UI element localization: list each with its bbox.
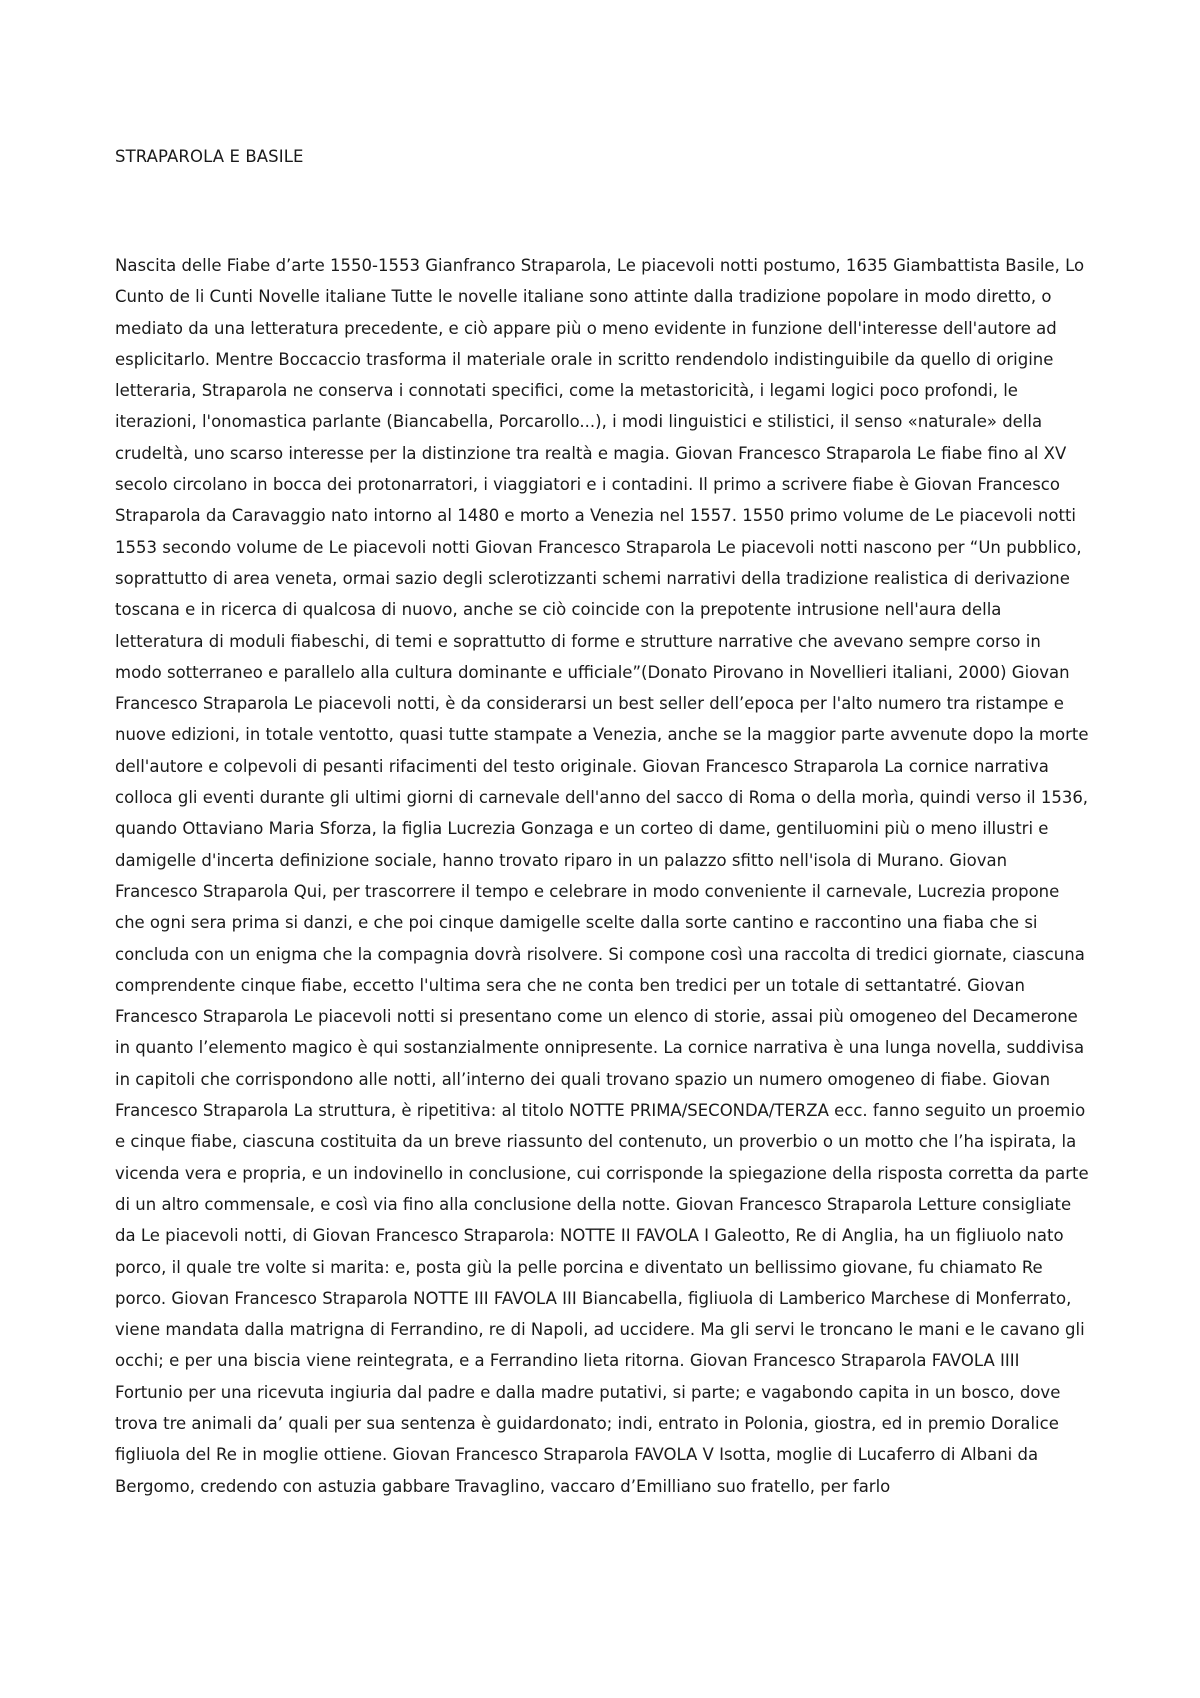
document-title: STRAPAROLA E BASILE xyxy=(115,147,304,166)
document-body-paragraph: Nascita delle Fiabe d’arte 1550-1553 Gianfranco Straparola, Le piacevoli notti postumo, 1635 Giambattista Basile, Lo Cunto de li Cunti Novelle italiane Tutte le novelle italiane sono attinte dalla tradizione popolare in modo diretto, o mediato da una letteratura precedente, e ciò appare più o meno evidente in funzione dell'interesse dell'autore ad esplicitarlo. Mentre Boccaccio trasforma il materiale orale in scritto rendendolo indistinguibile da quello di origine letteraria, Straparola ne conserva i connotati specifici, come la metastoricità, i legami logici poco profondi, le iterazioni, l'onomastica parlante (Biancabella, Porcarollo...), i modi linguistici e stilistici, il senso «naturale» della crudeltà, uno scarso interesse per la distinzione tra realtà e magia. Giovan Francesco Straparola Le fiabe fino al XV secolo circolano in bocca dei protonarratori, i viaggiatori e i contadini. Il primo a scrivere fiabe è Giovan Francesco Straparola da Caravaggio nato intorno al 1480 e morto a Venezia nel 1557. 1550 primo volume de Le piacevoli notti 1553 secondo volume de Le piacevoli notti Giovan Francesco Straparola Le piacevoli notti nascono per “Un pubblico, soprattutto di area veneta, ormai sazio degli sclerotizzanti schemi narrativi della tradizione realistica di derivazione toscana e in ricerca di qualcosa di nuovo, anche se ciò coincide con la prepotente intrusione nell'aura della letteratura di moduli fiabeschi, di temi e soprattutto di forme e strutture narrative che avevano sempre corso in modo sotterraneo e parallelo alla cultura dominante e ufficiale”(Donato Pirovano in Novellieri italiani, 2000) Giovan Francesco Straparola Le piacevoli notti, è da considerarsi un best seller dell’epoca per l'alto numero tra ristampe e nuove edizioni, in totale ventotto, quasi tutte stampate a Venezia, anche se la maggior parte avvenute dopo la morte dell'autore e colpevoli di pesanti rifacimenti del testo originale. Giovan Francesco Straparola La cornice narrativa colloca gli eventi durante gli ultimi giorni di carnevale dell'anno del sacco di Roma o della morìa, quindi verso il 1536, quando Ottaviano Maria Sforza, la figlia Lucrezia Gonzaga e un corteo di dame, gentiluomini più o meno illustri e damigelle d'incerta definizione sociale, hanno trovato riparo in un palazzo sfitto nell'isola di Murano. Giovan Francesco Straparola Qui, per trascorrere il tempo e celebrare in modo conveniente il carnevale, Lucrezia propone che ogni sera prima si danzi, e che poi cinque damigelle scelte dalla sorte cantino e raccontino una fiaba che si concluda con un enigma che la compagnia dovrà risolvere. Si compone così una raccolta di tredici giornate, ciascuna comprendente cinque fiabe, eccetto l'ultima sera che ne conta ben tredici per un totale di settantatré. Giovan Francesco Straparola Le piacevoli notti si presentano come un elenco di storie, assai più omogeneo del Decamerone in quanto l’elemento magico è qui sostanzialmente onnipresente. La cornice narrativa è una lunga novella, suddivisa in capitoli che corrispondono alle notti, all’interno dei quali trovano spazio un numero omogeneo di fiabe. Giovan Francesco Straparola La struttura, è ripetitiva: al titolo NOTTE PRIMA/SECONDA/TERZA ecc. fanno seguito un proemio e cinque fiabe, ciascuna costituita da un breve riassunto del contenuto, un proverbio o un motto che l’ha ispirata, la vicenda vera e propria, e un indovinello in conclusione, cui corrisponde la spiegazione della risposta corretta da parte di un altro commensale, e così via fino alla conclusione della notte. Giovan Francesco Straparola Letture consigliate da Le piacevoli notti, di Giovan Francesco Straparola: NOTTE II FAVOLA I Galeotto, Re di Anglia, ha un figliuolo nato porco, il quale tre volte si marita: e, posta giù la pelle porcina e diventato un bellissimo giovane, fu chiamato Re porco. Giovan Francesco Straparola NOTTE III FAVOLA III Biancabella, figliuola di Lamberico Marchese di Monferrato, viene mandata dalla matrigna di Ferrandino, re di Napoli, ad uccidere. Ma gli servi le troncano le mani e le cavano gli occhi; e per una biscia viene reintegrata, e a Ferrandino lieta ritorna. Giovan Francesco Straparola FAVOLA IIII Fortunio per una ricevuta ingiuria dal padre e dalla madre putativi, si parte; e vagabondo capita in un bosco, dove trova tre animali da’ quali per sua sentenza è guidardonato; indi, entrato in Polonia, giostra, ed in premio Doralice figliuola del Re in moglie ottiene. Giovan Francesco Straparola FAVOLA V Isotta, moglie di Lucaferro di Albani da Bergomo, credendo con astuzia gabbare Travaglino, vaccaro d’Emilliano suo fratello, per farlo xyxy=(115,256,1089,1496)
